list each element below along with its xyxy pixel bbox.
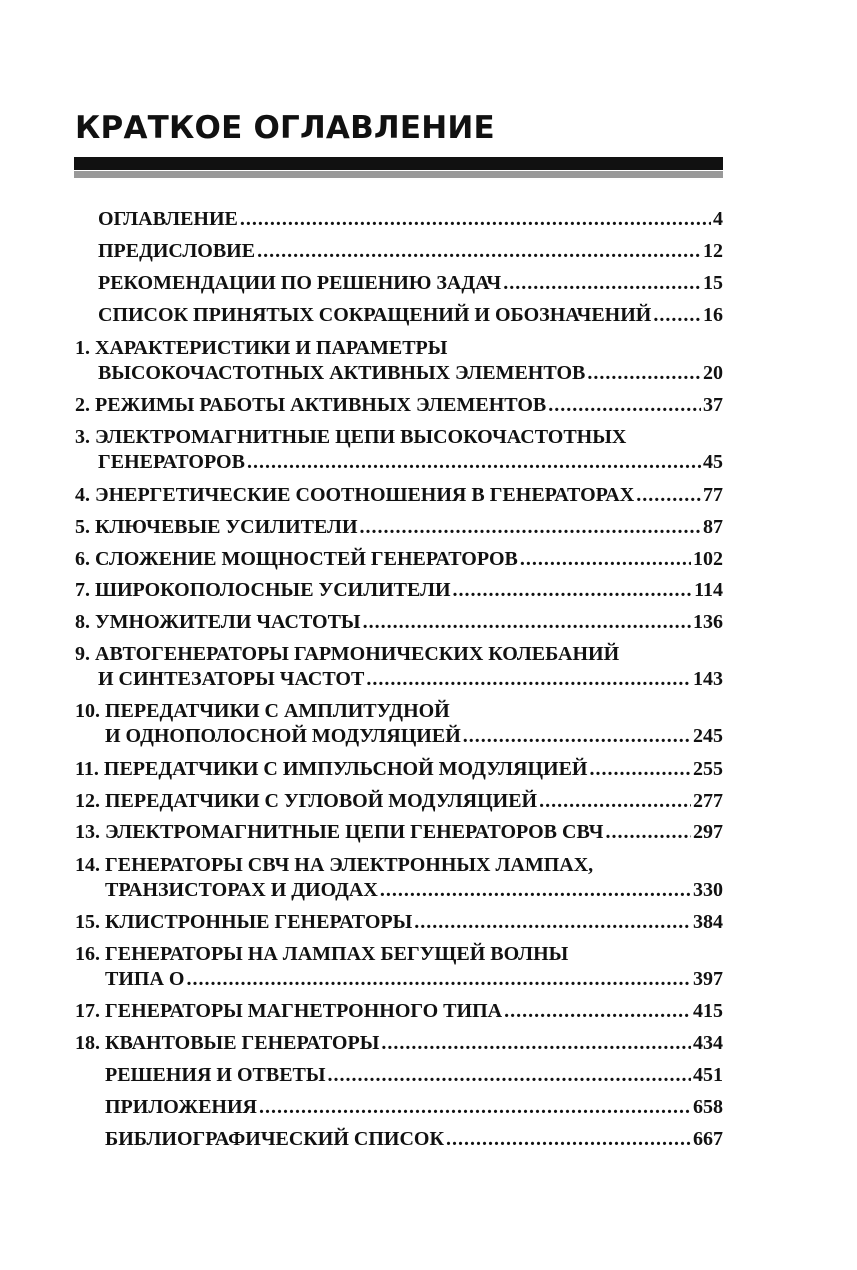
toc-entry-title: 17. ГЕНЕРАТОРЫ МАГНЕТРОННОГО ТИПА <box>75 1000 503 1022</box>
toc-entry-heading-line: 14. ГЕНЕРАТОРЫ СВЧ НА ЭЛЕКТРОННЫХ ЛАМПАХ, <box>75 854 594 876</box>
toc-page-number: 12 <box>703 240 723 262</box>
toc-entry-title: БИБЛИОГРАФИЧЕСКИЙ СПИСОК <box>105 1128 444 1150</box>
toc-entry[interactable] <box>75 608 723 636</box>
toc-entry[interactable] <box>75 576 723 604</box>
toc-entry[interactable] <box>98 269 723 297</box>
toc-dot-leader <box>366 665 691 693</box>
title-rule-gray <box>74 171 723 178</box>
toc-entry[interactable] <box>98 301 723 329</box>
toc-entry-heading-line: 16. ГЕНЕРАТОРЫ НА ЛАМПАХ БЕГУЩЕЙ ВОЛНЫ <box>75 943 569 965</box>
toc-page-number: 143 <box>693 668 723 690</box>
toc-entry[interactable] <box>75 755 723 783</box>
toc-entry-heading-line: 10. ПЕРЕДАТЧИКИ С АМПЛИТУДНОЙ <box>75 700 450 722</box>
toc-entry[interactable] <box>75 908 723 936</box>
toc-page-number: 397 <box>693 968 723 990</box>
toc-entry-heading-line: 1. ХАРАКТЕРИСТИКИ И ПАРАМЕТРЫ <box>75 337 448 359</box>
toc-entry-title: РЕШЕНИЯ И ОТВЕТЫ <box>105 1064 326 1086</box>
toc-entry[interactable] <box>98 205 723 233</box>
toc-entry-title: ПРЕДИСЛОВИЕ <box>98 240 256 262</box>
toc-dot-leader <box>636 481 701 509</box>
toc-dot-leader <box>653 301 701 329</box>
toc-page-number: 255 <box>693 758 723 780</box>
toc-dot-leader <box>360 513 701 541</box>
toc-page-number: 384 <box>693 911 723 933</box>
toc-entry[interactable] <box>75 997 723 1025</box>
toc-entry-title: РЕКОМЕНДАЦИИ ПО РЕШЕНИЮ ЗАДАЧ <box>98 272 502 294</box>
toc-page-number: 16 <box>703 304 723 326</box>
toc-dot-leader <box>240 205 711 233</box>
toc-entry-title: 12. ПЕРЕДАТЧИКИ С УГЛОВОЙ МОДУЛЯЦИЕЙ <box>75 790 538 812</box>
toc-entry[interactable] <box>98 237 723 265</box>
toc-entry-title: 5. КЛЮЧЕВЫЕ УСИЛИТЕЛИ <box>75 516 358 538</box>
toc-entry-title: ТРАНЗИСТОРАХ И ДИОДАХ <box>105 879 378 901</box>
toc-entry-title: ОГЛАВЛЕНИЕ <box>98 208 238 230</box>
toc-dot-leader <box>414 908 691 936</box>
toc-entry-title: 7. ШИРОКОПОЛОСНЫЕ УСИЛИТЕЛИ <box>75 579 451 601</box>
toc-entry[interactable] <box>75 545 723 573</box>
toc-entry-title: И ОДНОПОЛОСНОЙ МОДУЛЯЦИЕЙ <box>105 725 461 747</box>
toc-entry-title: ГЕНЕРАТОРОВ <box>98 451 245 473</box>
toc-page-number: 434 <box>693 1032 723 1054</box>
toc-entry-title: 15. КЛИСТРОННЫЕ ГЕНЕРАТОРЫ <box>75 911 413 933</box>
toc-dot-leader <box>381 1029 691 1057</box>
toc-entry[interactable] <box>98 448 723 476</box>
toc-page-number: 20 <box>703 362 723 384</box>
toc-entry[interactable] <box>75 787 723 815</box>
toc-dot-leader <box>363 608 691 636</box>
toc-entry-title: 8. УМНОЖИТЕЛИ ЧАСТОТЫ <box>75 611 361 633</box>
toc-entry[interactable] <box>98 359 723 387</box>
toc-dot-leader <box>539 787 691 815</box>
toc-dot-leader <box>247 448 701 476</box>
toc-entry[interactable] <box>98 665 723 693</box>
toc-page-number: 415 <box>693 1000 723 1022</box>
toc-entry-title: 4. ЭНЕРГЕТИЧЕСКИЕ СООТНОШЕНИЯ В ГЕНЕРАТОРАХ <box>75 484 635 506</box>
toc-page-number: 297 <box>693 821 723 843</box>
toc-entry-title: 11. ПЕРЕДАТЧИКИ С ИМПУЛЬСНОЙ МОДУЛЯЦИЕЙ <box>75 758 588 780</box>
toc-entry-heading-line: 9. АВТОГЕНЕРАТОРЫ ГАРМОНИЧЕСКИХ КОЛЕБАНИЙ <box>75 643 620 665</box>
toc-entry[interactable] <box>105 965 723 993</box>
toc-page-number: 245 <box>693 725 723 747</box>
toc-dot-leader <box>606 818 692 846</box>
toc-page-number: 658 <box>693 1096 723 1118</box>
toc-page-number: 102 <box>693 548 723 570</box>
toc-dot-leader <box>587 359 701 387</box>
toc-page-number: 330 <box>693 879 723 901</box>
toc-entry-title: 13. ЭЛЕКТРОМАГНИТНЫЕ ЦЕПИ ГЕНЕРАТОРОВ СВЧ <box>75 821 604 843</box>
toc-entry-title: 2. РЕЖИМЫ РАБОТЫ АКТИВНЫХ ЭЛЕМЕНТОВ <box>75 394 547 416</box>
toc-entry-title: И СИНТЕЗАТОРЫ ЧАСТОТ <box>98 668 365 690</box>
toc-entry[interactable] <box>105 722 723 750</box>
toc-entry[interactable] <box>75 818 723 846</box>
toc-dot-leader <box>380 876 691 904</box>
toc-page-number: 136 <box>693 611 723 633</box>
toc-dot-leader <box>520 545 691 573</box>
toc-entry[interactable] <box>105 1125 723 1153</box>
toc-entry-title: ТИПА О <box>105 968 185 990</box>
title-rule-black <box>74 157 723 170</box>
toc-entry[interactable] <box>105 1093 723 1121</box>
toc-entry[interactable] <box>75 391 723 419</box>
toc-dot-leader <box>548 391 701 419</box>
toc-page-number: 667 <box>693 1128 723 1150</box>
page-title: КРАТКОЕ ОГЛАВЛЕНИЕ <box>75 110 495 146</box>
toc-entry-title: 18. КВАНТОВЫЕ ГЕНЕРАТОРЫ <box>75 1032 380 1054</box>
toc-page-number: 451 <box>693 1064 723 1086</box>
toc-dot-leader <box>186 965 691 993</box>
toc-entry-title: ПРИЛОЖЕНИЯ <box>105 1096 257 1118</box>
toc-page-number: 114 <box>694 579 723 601</box>
toc-dot-leader <box>503 269 701 297</box>
toc-page-number: 15 <box>703 272 723 294</box>
toc-entry-heading-line: 3. ЭЛЕКТРОМАГНИТНЫЕ ЦЕПИ ВЫСОКОЧАСТОТНЫХ <box>75 426 627 448</box>
toc-dot-leader <box>504 997 691 1025</box>
toc-entry[interactable] <box>75 513 723 541</box>
toc-dot-leader <box>257 237 701 265</box>
toc-dot-leader <box>463 722 691 750</box>
toc-page-number: 77 <box>703 484 723 506</box>
toc-entry-title: 6. СЛОЖЕНИЕ МОЩНОСТЕЙ ГЕНЕРАТОРОВ <box>75 548 518 570</box>
toc-page-number: 45 <box>703 451 723 473</box>
toc-page-number: 87 <box>703 516 723 538</box>
toc-dot-leader <box>589 755 691 783</box>
toc-entry-title: СПИСОК ПРИНЯТЫХ СОКРАЩЕНИЙ И ОБОЗНАЧЕНИЙ <box>98 304 652 326</box>
toc-entry[interactable] <box>105 876 723 904</box>
toc-dot-leader <box>446 1125 691 1153</box>
toc-entry[interactable] <box>105 1061 723 1089</box>
toc-entry[interactable] <box>75 481 723 509</box>
toc-page-number: 37 <box>703 394 723 416</box>
toc-entry-title: ВЫСОКОЧАСТОТНЫХ АКТИВНЫХ ЭЛЕМЕНТОВ <box>98 362 586 384</box>
toc-dot-leader <box>453 576 693 604</box>
toc-dot-leader <box>328 1061 691 1089</box>
toc-entry[interactable] <box>75 1029 723 1057</box>
toc-page-number: 277 <box>693 790 723 812</box>
toc-dot-leader <box>259 1093 691 1121</box>
toc-page-number: 4 <box>713 208 723 230</box>
